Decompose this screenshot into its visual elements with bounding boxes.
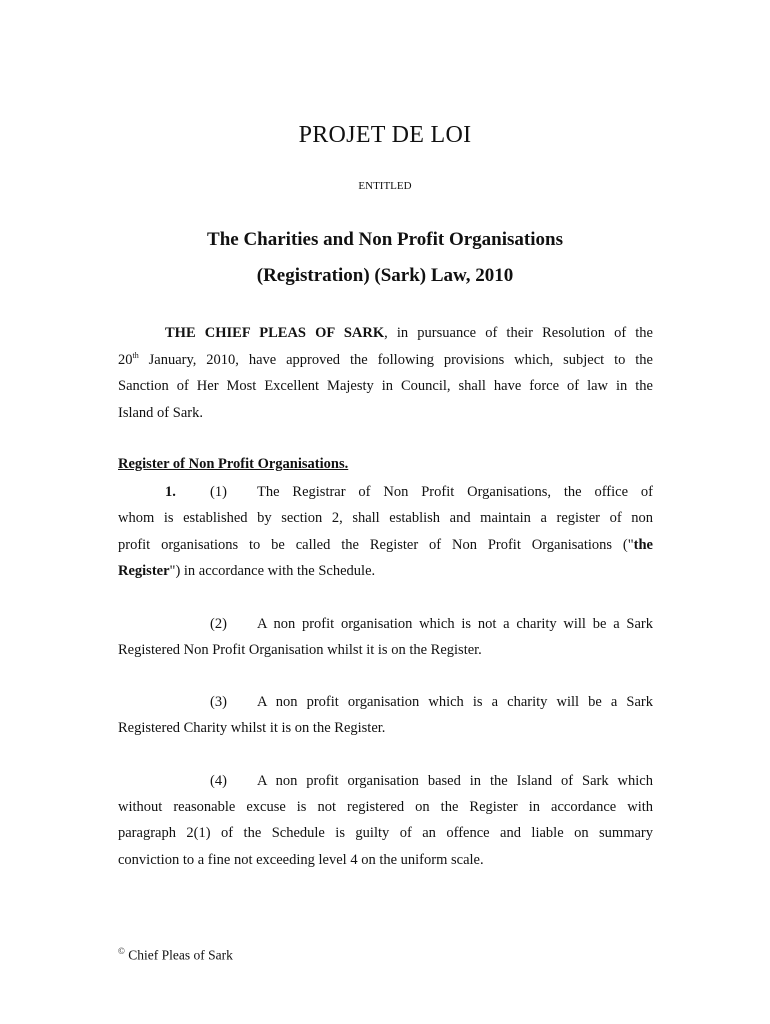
preamble-line-4: Island of Sark. [118,405,203,421]
section-1-sub-1-line-3: profit organisations to be called the Register of Non Profit Organisations ("the [118,537,653,553]
section-1-sub-1-line-2: whom is established by section 2, shall establish and maintain a register of non [118,510,653,526]
section-1-sub-3-line-1: (3) A non profit organisation which is a charity will be a Sark [210,694,653,710]
sub-3-label: (3) [210,694,227,710]
document-title: PROJET DE LOI [298,122,472,148]
preamble-date-day: 20 [118,352,133,368]
sub-2-label: (2) [210,616,227,632]
copyright-symbol: © [118,946,125,956]
entitled-label: ENTITLED [358,180,412,192]
section-1-sub-4-line-4: conviction to a fine not exceeding level 4 on the uniform scale. [118,852,484,868]
section-1-sub-2-line-2: Registered Non Profit Organisation whilst it is on the Register. [118,642,482,658]
section-1-sub-2-line-1: (2) A non profit organisation which is not a charity will be a Sark [210,616,653,632]
section-1-sub-4-line-3: paragraph 2(1) of the Schedule is guilty of an offence and liable on summary [118,825,653,841]
section-heading: Register of Non Profit Organisations. [118,456,349,472]
law-title-line-1: The Charities and Non Profit Organisations [207,229,563,250]
preamble-line-3: Sanction of Her Most Excellent Majesty in Council, shall have force of law in the [118,378,653,394]
preamble-line-1: THE CHIEF PLEAS OF SARK, in pursuance of their Resolution of the [165,325,653,341]
preamble-line-2: 20th January, 2010, have approved the following provisions which, subject to the [118,351,653,368]
section-1-sub-4-line-2: without reasonable excuse is not registered on the Register in accordance with [118,799,653,815]
section-1-sub-3-line-2: Registered Charity whilst it is on the Register. [118,720,386,736]
sub-4-label: (4) [210,773,227,789]
section-1-number: 1. [165,484,176,500]
preamble-date-sup: th [132,351,139,361]
section-1-sub-4-line-1: (4) A non profit organisation based in the Island of Sark which [210,773,653,789]
footer-copyright [118,946,233,964]
law-title-line-2: (Registration) (Sark) Law, 2010 [256,265,514,286]
section-1-sub-1-line-1: 1. (1) The Registrar of Non Profit Organisations, the office of [165,484,653,500]
section-1-sub-1-line-4: Register") in accordance with the Schedule. [118,563,376,579]
footer-text: Chief Pleas of Sark [124,947,233,963]
sub-1-label: (1) [210,484,227,500]
preamble-bold-lead: THE CHIEF PLEAS OF SARK [165,325,385,341]
